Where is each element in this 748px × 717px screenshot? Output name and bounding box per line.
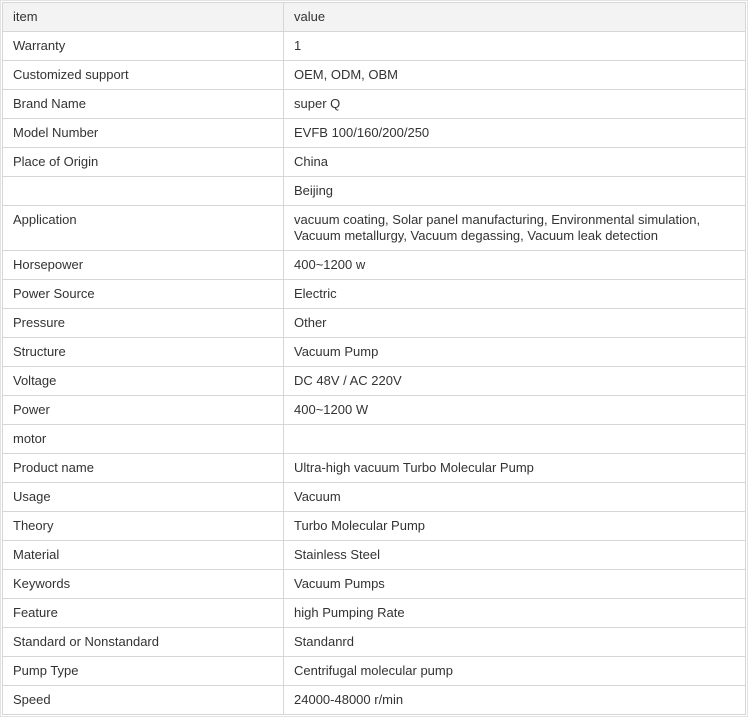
table-row bbox=[3, 483, 746, 512]
row-item-cell: Material bbox=[3, 541, 284, 570]
row-value-cell: Other bbox=[284, 309, 746, 338]
table-row bbox=[3, 541, 746, 570]
row-item-cell: Theory bbox=[3, 512, 284, 541]
row-item-cell bbox=[3, 177, 284, 206]
table-header-row bbox=[3, 3, 746, 32]
row-value-cell: Centrifugal molecular pump bbox=[284, 657, 746, 686]
row-value-cell: Ultra-high vacuum Turbo Molecular Pump bbox=[284, 454, 746, 483]
row-value-cell: Vacuum Pumps bbox=[284, 570, 746, 599]
table-row bbox=[3, 396, 746, 425]
table-row bbox=[3, 367, 746, 396]
row-item-cell: Warranty bbox=[3, 32, 284, 61]
row-item-cell: Power bbox=[3, 396, 284, 425]
table-row bbox=[3, 628, 746, 657]
row-item-cell: Application bbox=[3, 206, 284, 251]
header-item: item bbox=[3, 3, 284, 32]
row-item-cell: Model Number bbox=[3, 119, 284, 148]
table-row bbox=[3, 570, 746, 599]
row-value-cell: high Pumping Rate bbox=[284, 599, 746, 628]
row-item-cell: Product name bbox=[3, 454, 284, 483]
spec-table-body bbox=[3, 3, 746, 715]
row-item-cell: Power Source bbox=[3, 280, 284, 309]
row-value-cell: super Q bbox=[284, 90, 746, 119]
row-value-cell: OEM, ODM, OBM bbox=[284, 61, 746, 90]
row-value-cell: DC 48V / AC 220V bbox=[284, 367, 746, 396]
row-value-cell: Stainless Steel bbox=[284, 541, 746, 570]
row-value-cell: Beijing bbox=[284, 177, 746, 206]
row-value-cell bbox=[284, 425, 746, 454]
row-item-cell: Speed bbox=[3, 686, 284, 715]
row-item-cell: Horsepower bbox=[3, 251, 284, 280]
table-row bbox=[3, 90, 746, 119]
row-value-cell: 400~1200 w bbox=[284, 251, 746, 280]
row-item-cell: Usage bbox=[3, 483, 284, 512]
row-value-cell: 24000-48000 r/min bbox=[284, 686, 746, 715]
row-item-cell: Brand Name bbox=[3, 90, 284, 119]
row-item-cell: Feature bbox=[3, 599, 284, 628]
row-value-cell: vacuum coating, Solar panel manufacturing, Environmental simulation, Vacuum metallurgy, Vacuum degassing, Vacuum leak detection bbox=[284, 206, 746, 251]
row-value-cell: 1 bbox=[284, 32, 746, 61]
header-value: value bbox=[284, 3, 746, 32]
row-item-cell: Pressure bbox=[3, 309, 284, 338]
table-row bbox=[3, 512, 746, 541]
row-item-cell: Place of Origin bbox=[3, 148, 284, 177]
table-row bbox=[3, 599, 746, 628]
row-value-cell: Vacuum Pump bbox=[284, 338, 746, 367]
row-value-cell: Turbo Molecular Pump bbox=[284, 512, 746, 541]
row-value-cell: Vacuum bbox=[284, 483, 746, 512]
row-value-cell: Electric bbox=[284, 280, 746, 309]
table-row bbox=[3, 251, 746, 280]
row-value-cell: Standanrd bbox=[284, 628, 746, 657]
table-row bbox=[3, 280, 746, 309]
table-row bbox=[3, 119, 746, 148]
row-item-cell: Voltage bbox=[3, 367, 284, 396]
spec-table bbox=[2, 2, 746, 715]
table-row bbox=[3, 177, 746, 206]
row-value-cell: 400~1200 W bbox=[284, 396, 746, 425]
table-row bbox=[3, 338, 746, 367]
row-item-cell: Standard or Nonstandard bbox=[3, 628, 284, 657]
row-value-cell: China bbox=[284, 148, 746, 177]
table-row bbox=[3, 61, 746, 90]
table-row bbox=[3, 686, 746, 715]
table-row bbox=[3, 454, 746, 483]
table-row bbox=[3, 309, 746, 338]
table-row bbox=[3, 425, 746, 454]
table-row bbox=[3, 206, 746, 251]
row-item-cell: Keywords bbox=[3, 570, 284, 599]
table-row bbox=[3, 32, 746, 61]
row-item-cell: Structure bbox=[3, 338, 284, 367]
row-value-cell: EVFB 100/160/200/250 bbox=[284, 119, 746, 148]
row-item-cell: motor bbox=[3, 425, 284, 454]
table-row bbox=[3, 657, 746, 686]
row-item-cell: Pump Type bbox=[3, 657, 284, 686]
table-row bbox=[3, 148, 746, 177]
row-item-cell: Customized support bbox=[3, 61, 284, 90]
